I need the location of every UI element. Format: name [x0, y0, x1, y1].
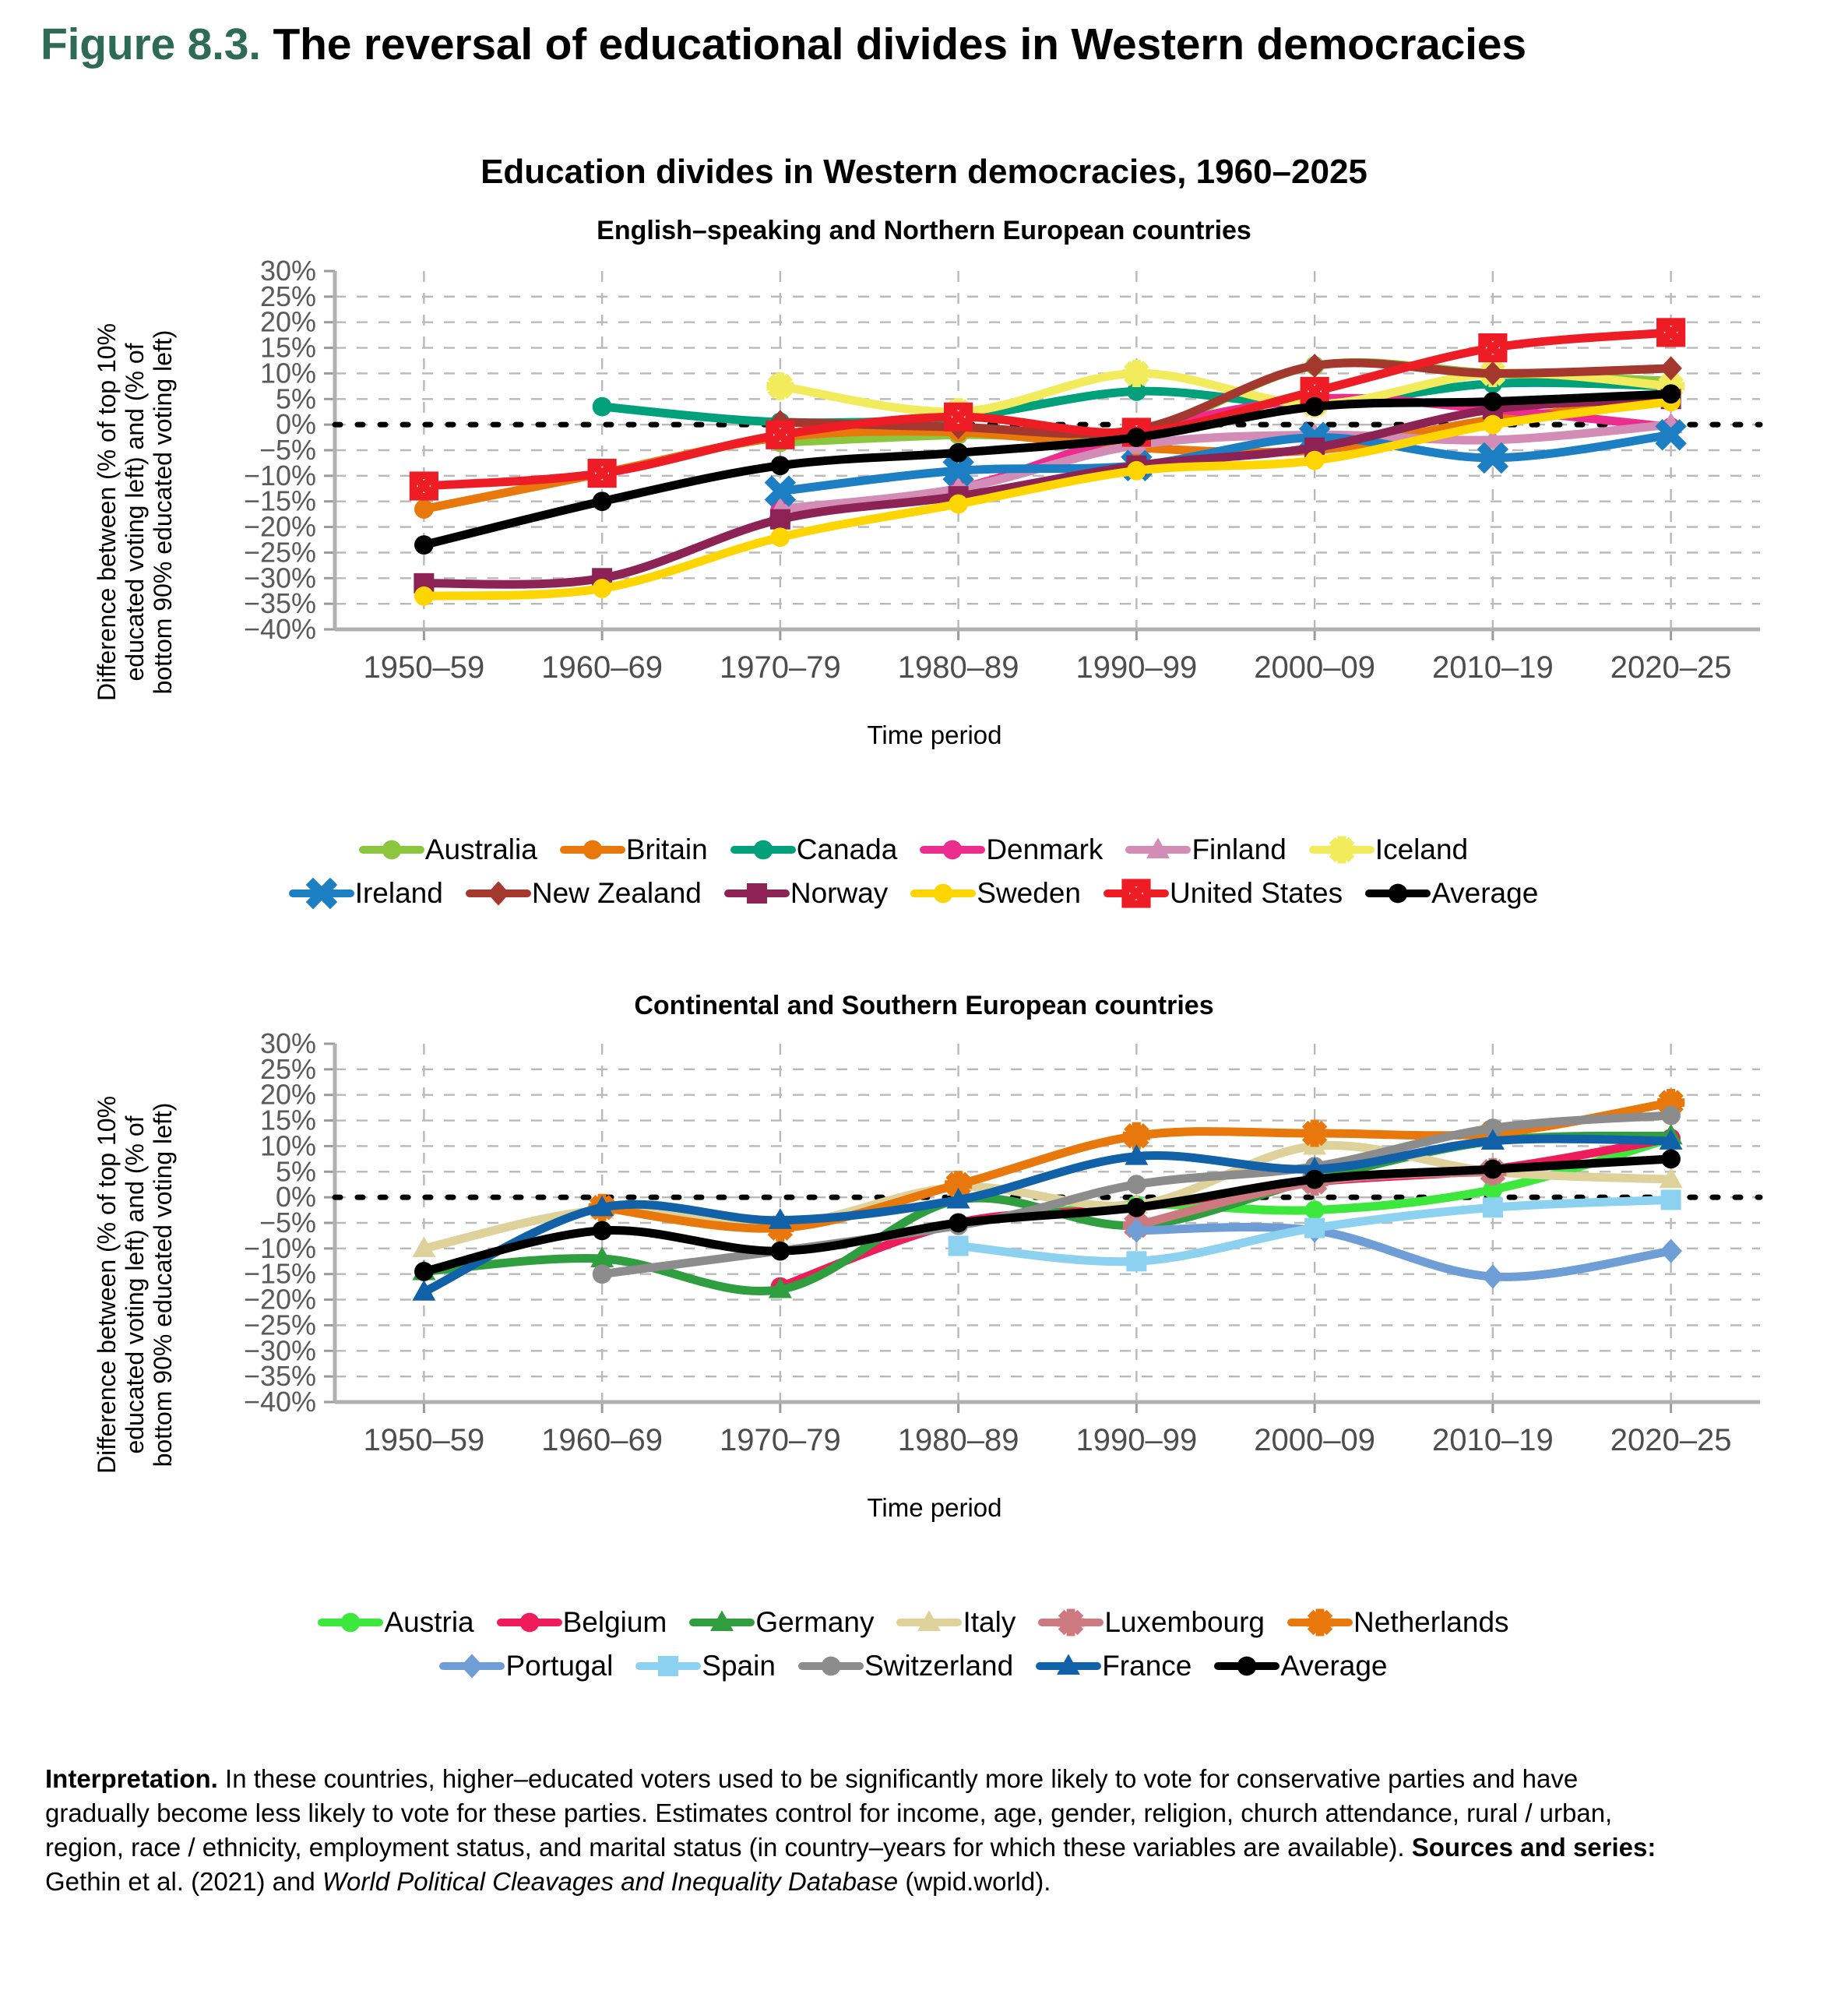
legend-marker-netherlands-icon: [1287, 1607, 1353, 1638]
legend-label: Norway: [790, 877, 889, 909]
legend-item-luxembourg[interactable]: [1037, 1606, 1265, 1639]
legend-item-sweden[interactable]: [910, 877, 1081, 910]
legend-item-new-zealand[interactable]: [465, 877, 702, 910]
data-point-marker: [414, 587, 434, 606]
data-point-marker: [949, 1214, 968, 1233]
interpretation-note: [45, 1762, 1681, 1899]
data-point-marker: [1483, 1197, 1503, 1217]
legend-marker-canada-icon: [730, 834, 797, 865]
data-point-marker: [593, 579, 612, 598]
data-point-marker: [593, 491, 612, 511]
data-point-marker: [771, 456, 790, 475]
data-point-marker: [414, 535, 434, 555]
x-tick-label: 1960–69: [541, 1423, 663, 1457]
data-point-marker: [1660, 1239, 1682, 1263]
data-point-marker: [1305, 1170, 1325, 1189]
legend-item-italy[interactable]: [896, 1606, 1016, 1639]
panel-2-subtitle: Continental and Southern European countries: [634, 991, 1214, 1020]
legend-marker-portugal-icon: [438, 1651, 505, 1682]
y-tick-label: 20%: [259, 305, 316, 338]
x-tick-label: 1950–59: [363, 1423, 485, 1457]
legend-item-average[interactable]: [1213, 1650, 1387, 1682]
y-tick-label: 5%: [275, 1155, 316, 1188]
data-point-marker: [341, 1613, 361, 1633]
data-point-marker: [771, 527, 790, 547]
y-axis-label-line: educated voting left) and (% of: [120, 343, 149, 682]
y-tick-label: −20%: [243, 510, 316, 543]
data-point-marker: [753, 840, 773, 860]
legend-item-britain[interactable]: [559, 833, 708, 866]
legend-marker-average-icon: [1213, 1651, 1280, 1682]
interpretation-body-3: (wpid.world).: [898, 1866, 1051, 1896]
data-point-marker: [1484, 415, 1503, 435]
legend-label: Luxembourg: [1104, 1606, 1265, 1638]
panel-2-y-axis-label: [93, 1096, 177, 1474]
y-tick-label: −5%: [259, 434, 316, 466]
legend-marker-germany-icon: [688, 1607, 755, 1638]
legend-label: United States: [1170, 877, 1343, 909]
legend-marker-australia-icon: [358, 834, 425, 865]
figure-number: Figure 8.3.: [40, 19, 261, 69]
legend-item-austria[interactable]: [317, 1606, 473, 1639]
x-tick-label: 1990–99: [1075, 1423, 1198, 1457]
legend-item-ireland[interactable]: [288, 877, 443, 910]
x-tick-label: 1960–69: [541, 650, 663, 685]
panel-1-legend: [0, 833, 1848, 910]
data-point-marker: [414, 499, 434, 519]
data-point-marker: [769, 425, 790, 446]
y-tick-label: −40%: [243, 1386, 316, 1418]
data-point-marker: [382, 840, 402, 860]
legend-item-united-states[interactable]: [1103, 877, 1343, 910]
data-point-marker: [943, 840, 963, 860]
legend-label: Average: [1280, 1650, 1388, 1682]
y-axis-label-line: bottom 90% educated voting left): [148, 329, 177, 695]
legend-marker-spain-icon: [635, 1651, 702, 1682]
legend-item-belgium[interactable]: [496, 1606, 667, 1639]
data-point-marker: [766, 372, 794, 400]
data-point-marker: [1482, 337, 1503, 358]
legend-label: Netherlands: [1353, 1606, 1509, 1638]
legend-marker-new-zealand-icon: [465, 878, 532, 909]
legend-marker-switzerland-icon: [797, 1651, 864, 1682]
data-point-marker: [1123, 360, 1150, 387]
legend-label: Sweden: [977, 877, 1081, 909]
legend-item-portugal[interactable]: [438, 1650, 613, 1682]
y-tick-label: 0%: [275, 1181, 316, 1214]
data-point-marker: [949, 1236, 969, 1256]
y-tick-label: 0%: [275, 408, 316, 441]
legend-item-switzerland[interactable]: [797, 1650, 1013, 1682]
legend-item-france[interactable]: [1035, 1650, 1192, 1682]
legend-row: [0, 1606, 1848, 1639]
x-tick-label: 2000–09: [1254, 1423, 1375, 1457]
legend-item-canada[interactable]: [730, 833, 898, 866]
legend-label: Average: [1431, 877, 1539, 909]
legend-label: Ireland: [354, 877, 443, 909]
data-point-marker: [948, 407, 969, 428]
chart-title: Education divides in Western democracies, 1960–2025: [480, 153, 1368, 191]
legend-label: Britain: [625, 833, 708, 865]
legend-item-denmark[interactable]: [919, 833, 1103, 866]
data-point-marker: [1306, 1608, 1333, 1636]
data-point-marker: [1660, 322, 1681, 343]
y-tick-label: −10%: [243, 459, 316, 491]
legend-item-norway[interactable]: [723, 877, 888, 910]
legend-item-germany[interactable]: [688, 1606, 874, 1639]
data-point-marker: [414, 475, 435, 496]
legend-marker-united-states-icon: [1103, 878, 1170, 909]
y-tick-label: −10%: [243, 1231, 316, 1264]
data-point-marker: [1127, 461, 1146, 481]
legend-row: [0, 1650, 1848, 1682]
data-point-marker: [934, 884, 953, 904]
legend-row: [0, 877, 1848, 910]
data-point-marker: [593, 397, 612, 417]
y-tick-label: 30%: [259, 257, 316, 287]
y-axis-label-line: Difference between (% of top 10%: [93, 1095, 121, 1474]
y-tick-label: −40%: [243, 613, 316, 645]
legend-marker-austria-icon: [317, 1607, 384, 1638]
panel-2-plot: [187, 1030, 1822, 1474]
x-tick-label: 2000–09: [1254, 650, 1375, 685]
y-tick-label: −15%: [243, 484, 316, 517]
legend-marker-iceland-icon: [1308, 834, 1375, 865]
data-point-marker: [1484, 1160, 1503, 1179]
data-point-marker: [461, 1654, 484, 1678]
interpretation-body-2: Gethin et al. (2021) and: [45, 1866, 322, 1896]
legend-label: Finland: [1192, 833, 1287, 865]
panel-1-y-axis-label: [93, 323, 177, 701]
data-point-marker: [1126, 1251, 1146, 1271]
data-point-marker: [1125, 883, 1146, 904]
sources-lead: Sources and series:: [1411, 1832, 1656, 1862]
legend-label: Germany: [755, 1606, 875, 1638]
legend-marker-belgium-icon: [496, 1607, 563, 1638]
panel-1-x-axis-label: Time period: [867, 720, 1002, 749]
legend-marker-britain-icon: [559, 834, 626, 865]
data-point-marker: [1482, 1264, 1505, 1288]
data-point-marker: [1661, 1150, 1681, 1169]
legend-marker-denmark-icon: [919, 834, 986, 865]
data-point-marker: [822, 1657, 841, 1676]
figure-title-text: The reversal of educational divides in Western democracies: [273, 19, 1526, 69]
legend-label: Switzerland: [864, 1650, 1014, 1682]
legend-item-iceland[interactable]: [1308, 833, 1468, 866]
legend-marker-sweden-icon: [910, 878, 977, 909]
data-point-marker: [593, 1264, 612, 1284]
y-tick-label: 10%: [259, 357, 316, 389]
data-point-marker: [1661, 384, 1681, 403]
data-point-marker: [488, 881, 510, 905]
y-tick-label: 15%: [259, 1104, 316, 1136]
data-point-marker: [1058, 1608, 1085, 1636]
legend-marker-france-icon: [1035, 1651, 1102, 1682]
legend-label: Iceland: [1375, 833, 1469, 865]
legend-item-average[interactable]: [1364, 877, 1538, 910]
database-name: World Political Cleavages and Inequality Database: [322, 1866, 899, 1896]
interpretation-lead: Interpretation.: [45, 1764, 218, 1793]
data-point-marker: [1127, 428, 1146, 447]
legend-item-spain[interactable]: [635, 1650, 776, 1682]
legend-label: France: [1102, 1650, 1192, 1682]
data-point-marker: [747, 883, 767, 904]
data-point-marker: [591, 463, 612, 484]
legend-item-netherlands[interactable]: [1287, 1606, 1509, 1639]
y-axis-label-line: educated voting left) and (% of: [120, 1115, 149, 1454]
data-point-marker: [1484, 392, 1503, 411]
data-point-marker: [1328, 836, 1355, 863]
y-tick-label: −35%: [243, 587, 316, 620]
data-point-marker: [1305, 1200, 1325, 1220]
data-point-marker: [1127, 1198, 1146, 1217]
panel-1-plot: [187, 257, 1822, 701]
x-tick-label: 1990–99: [1075, 650, 1198, 685]
legend-label: Canada: [796, 833, 898, 865]
legend-row: [0, 833, 1848, 866]
data-point-marker: [1127, 1175, 1146, 1194]
legend-label: Austria: [384, 1606, 474, 1638]
page-title: [40, 19, 1526, 70]
data-point-marker: [519, 1613, 539, 1633]
legend-marker-norway-icon: [723, 878, 790, 909]
data-point-marker: [1389, 884, 1408, 904]
x-tick-label: 2010–19: [1432, 1423, 1554, 1457]
legend-item-finland[interactable]: [1125, 833, 1286, 866]
y-tick-label: −35%: [243, 1360, 316, 1393]
legend-label: Spain: [702, 1650, 776, 1682]
data-point-marker: [1305, 397, 1325, 417]
legend-marker-average-icon: [1364, 878, 1431, 909]
legend-marker-finland-icon: [1125, 834, 1192, 865]
legend-label: Portugal: [505, 1650, 614, 1682]
panel-1-subtitle: English–speaking and Northern European countries: [597, 216, 1251, 245]
y-axis-label-line: Difference between (% of top 10%: [93, 322, 121, 701]
legend-label: Australia: [424, 833, 537, 865]
data-point-marker: [658, 1656, 678, 1676]
data-point-marker: [1305, 451, 1325, 470]
y-tick-label: −25%: [243, 536, 316, 569]
data-point-marker: [1661, 1106, 1681, 1126]
x-tick-label: 2010–19: [1432, 650, 1554, 685]
y-tick-label: −25%: [243, 1309, 316, 1341]
y-tick-label: 20%: [259, 1078, 316, 1111]
legend-marker-luxembourg-icon: [1037, 1607, 1104, 1638]
interpretation-body-1: In these countries, higher–educated voters used to be significantly more likely to vote for conservative parties and have gradually become less likely to vote for these parties. Estimates control for income, age, gender, religion, church attendance, rural / urban, region, race / ethnicity, employment status, and marital status (in country–years for which these variables are available).: [45, 1764, 1613, 1862]
x-tick-label: 2020–25: [1610, 650, 1732, 685]
x-tick-label: 1970–79: [720, 650, 841, 685]
data-point-marker: [593, 1221, 612, 1241]
y-tick-label: −15%: [243, 1257, 316, 1290]
x-tick-label: 1980–89: [897, 650, 1019, 685]
data-point-marker: [771, 1242, 790, 1261]
y-axis-label-line: bottom 90% educated voting left): [148, 1102, 177, 1467]
legend-label: Italy: [963, 1606, 1016, 1638]
legend-marker-ireland-icon: [288, 878, 355, 909]
x-tick-label: 1950–59: [363, 650, 485, 685]
x-tick-label: 2020–25: [1610, 1423, 1732, 1457]
legend-label: Belgium: [562, 1606, 667, 1638]
legend-label: New Zealand: [531, 877, 702, 909]
y-tick-label: −5%: [259, 1207, 316, 1238]
data-point-marker: [1304, 1218, 1325, 1238]
y-tick-label: 30%: [259, 1030, 316, 1059]
data-point-marker: [949, 495, 968, 514]
y-tick-label: 25%: [259, 1052, 316, 1085]
legend-item-australia[interactable]: [358, 833, 537, 866]
y-tick-label: 10%: [259, 1129, 316, 1162]
y-tick-label: 25%: [259, 280, 316, 312]
data-point-marker: [1301, 1119, 1329, 1147]
panel-2-legend: [0, 1606, 1848, 1682]
data-point-marker: [770, 509, 790, 530]
x-tick-label: 1980–89: [897, 1423, 1019, 1457]
legend-marker-italy-icon: [896, 1607, 963, 1638]
data-point-marker: [1237, 1657, 1257, 1676]
data-point-marker: [414, 1262, 434, 1281]
data-point-marker: [1661, 1189, 1681, 1210]
y-tick-label: −20%: [243, 1283, 316, 1316]
y-tick-label: −30%: [243, 562, 316, 594]
legend-label: Denmark: [986, 833, 1104, 865]
x-tick-label: 1970–79: [720, 1423, 841, 1457]
panel-2-x-axis-label: Time period: [867, 1493, 1002, 1522]
data-point-marker: [583, 840, 602, 860]
y-tick-label: −30%: [243, 1334, 316, 1367]
data-point-marker: [949, 443, 968, 463]
y-tick-label: 15%: [259, 331, 316, 364]
y-tick-label: 5%: [275, 382, 316, 415]
